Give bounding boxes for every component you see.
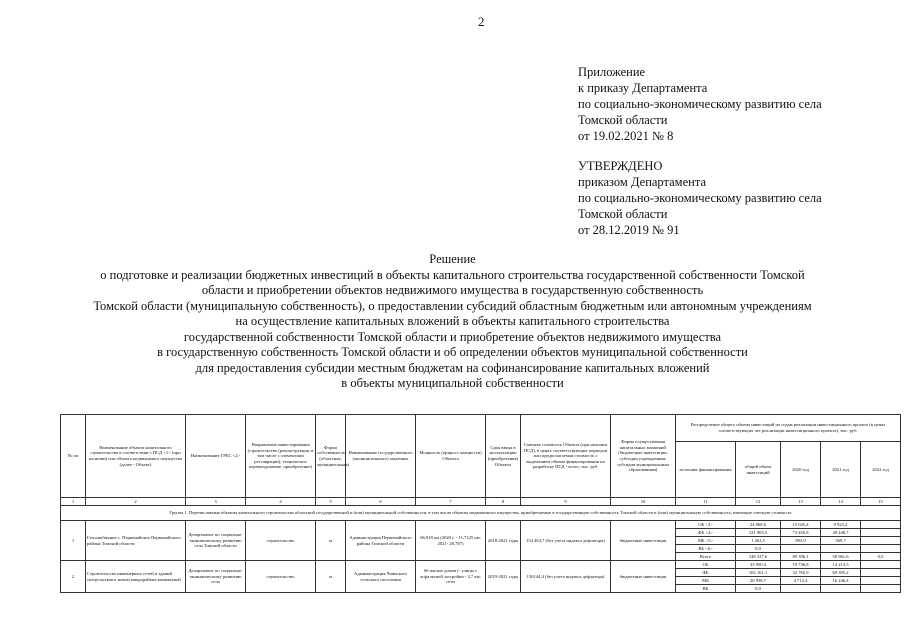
column-number: 13 xyxy=(781,498,821,506)
column-number: 7 xyxy=(416,498,486,506)
heading-line: области и приобретении объектов недвижимого имущества в государственную собственность xyxy=(201,283,704,297)
heading-line: для предоставления субсидии местным бюджетам на софинансирование капитальных вложений xyxy=(195,360,710,375)
fin-2022 xyxy=(861,577,901,585)
column-number: 4 xyxy=(246,498,316,506)
fin-2022 xyxy=(861,521,901,529)
heading-line: в объекты муниципальной собственности xyxy=(341,376,564,390)
fin-2021: 48 448,7 xyxy=(821,529,861,537)
appendix-line: к приказу Департамента xyxy=(578,81,708,95)
header-2020: 2020 год xyxy=(781,442,821,498)
fin-total: 33 950,3 xyxy=(736,561,781,569)
header-2022: 2022 год xyxy=(861,442,901,498)
appendix-line: от 19.02.2021 № 8 xyxy=(578,129,674,143)
row-num: 2 xyxy=(61,561,86,593)
column-number: 14 xyxy=(821,498,861,506)
header-term: Срок ввода в эксплуатацию (приобретения) Объекта xyxy=(486,415,521,498)
fin-2020 xyxy=(781,585,821,593)
header-cost: Сметная стоимость Объекта (при наличии ПСД), в ценах соответствующих периодов или предполагаемая стоимость с выделением объема финансирования на разработку ПСД - всего, тыс. руб. xyxy=(521,415,611,498)
object-form: бюджетные инвестиции xyxy=(611,521,676,561)
fin-total: 102 161,1 xyxy=(736,569,781,577)
header-source: источник финансирования xyxy=(676,442,736,498)
column-number: 9 xyxy=(521,498,611,506)
approved-line: приказом Департамента xyxy=(578,175,706,189)
object-capacity: 66 жилых домов (- улицы с асфальтной застройки - 3,7 км; сети xyxy=(416,561,486,593)
fin-source: ВБ xyxy=(676,585,736,593)
fin-2021 xyxy=(821,585,861,593)
fin-2021: 569,7 xyxy=(821,537,861,545)
header-ownership: Форма собственности (областная, муниципальная) xyxy=(316,415,346,498)
approved-title: УТВЕРЖДЕНО xyxy=(578,159,663,173)
fin-2021 xyxy=(821,545,861,553)
fin-2020: 893,9 xyxy=(781,537,821,545)
header-customer: Наименование государственного (муниципального) заказчика xyxy=(346,415,416,498)
object-customer: Администрация Первомайского района Томской области xyxy=(346,521,416,561)
fin-2021: 9 923,2 xyxy=(821,521,861,529)
fin-total: 1 463,5 xyxy=(736,537,781,545)
heading-line: в государственную собственность Томской области и об определении объектов муниципальной собственности xyxy=(157,345,748,359)
fin-2022 xyxy=(861,561,901,569)
fin-2021: 58 961,6 xyxy=(821,553,861,561)
object-form: бюджетные инвестиции xyxy=(611,561,676,593)
fin-2022 xyxy=(861,537,901,545)
approved-line: по социально-экономическому развитию села xyxy=(578,191,822,205)
header-capacity: Мощность (прирост мощности) Объекта xyxy=(416,415,486,498)
header-name: Наименование объекта капитального строительства в соответствии с ПСД <1> (при наличии) или объекта недвижимого имущества (далее - Объект) xyxy=(86,415,186,498)
fin-2020 xyxy=(781,545,821,553)
heading-line: на осуществление капитальных вложений в объекты капитального строительства xyxy=(235,314,670,328)
appendix-block xyxy=(578,64,822,144)
column-number: 2 xyxy=(86,498,186,506)
fin-source: ВБ <6> xyxy=(676,545,736,553)
column-number: 15 xyxy=(861,498,901,506)
page-number: 2 xyxy=(478,14,485,29)
object-cost: 154 463,7 (без учета индекса дефлятора) xyxy=(521,521,611,561)
object-ownership: м xyxy=(316,561,346,593)
fin-source: МБ xyxy=(676,577,736,585)
appendix-line: по социально-экономическому развитию села xyxy=(578,97,822,111)
fin-source: Всего xyxy=(676,553,736,561)
heading-line: Томской области (муниципальную собственность), о предоставлении субсидий областным бюджетным или автономным учреждениям xyxy=(93,298,812,313)
header-2021: 2021 год xyxy=(821,442,861,498)
fin-total: 0,0 xyxy=(736,545,781,553)
object-direction: строительство xyxy=(246,521,316,561)
object-customer: Администрация Чаинского сельского поселения xyxy=(346,561,416,593)
column-number: 8 xyxy=(486,498,521,506)
appendix-line: Томской области xyxy=(578,113,668,127)
fin-2021: 14 213,5 xyxy=(821,561,861,569)
heading-line: государственной собственности Томской области и приобретение объектов недвижимого имущества xyxy=(183,329,722,344)
document-heading xyxy=(0,252,905,392)
fin-2022 xyxy=(861,545,901,553)
group-title: Группа 1. Перечисляемые объекты капитального строительства областной государственной и (или) муниципальной собственности, в том числе объекты недвижимого имущества, приобретаемые в государственную собственность Томской области и (или) муниципальную собственность, имеющие сметную стоимость xyxy=(61,506,901,521)
fin-source: ОБ xyxy=(676,561,736,569)
fin-2020: 19 736,8 xyxy=(781,561,821,569)
fin-2020: 73 456,8 xyxy=(781,529,821,537)
column-number: 12 xyxy=(736,498,781,506)
approved-line: от 28.12.2019 № 91 xyxy=(578,223,680,237)
column-number: 6 xyxy=(346,498,416,506)
fin-2021: 69 395,2 xyxy=(821,569,861,577)
row-num: 1 xyxy=(61,521,86,561)
header-total: общий объем инвестиций xyxy=(736,442,781,498)
object-name: Газоснабжение с. Первомайское Первомайского района Томской области xyxy=(86,521,186,561)
fin-2022 xyxy=(861,569,901,577)
header-grbs: Наименование ГРБС <2> xyxy=(186,415,246,498)
object-name: Строительство инженерных сетей и зданий спецучастков в новом микрорайоне компактной xyxy=(86,561,186,593)
approved-block xyxy=(578,158,822,238)
appendix-line: Приложение xyxy=(578,65,646,79)
header-num: № пп xyxy=(61,415,86,498)
fin-total: 121 905,5 xyxy=(736,529,781,537)
fin-source: ФБ xyxy=(676,569,736,577)
column-number: 3 xyxy=(186,498,246,506)
object-term: 2018-2021 годы xyxy=(486,521,521,561)
fin-2022 xyxy=(861,585,901,593)
column-number: 1 xyxy=(61,498,86,506)
column-number: 5 xyxy=(316,498,346,506)
fin-2022 xyxy=(861,529,901,537)
fin-2020: 32 765,9 xyxy=(781,569,821,577)
object-grbs: Департамент по социально-экономическому развитию села Томской области xyxy=(186,521,246,561)
heading-title: Решение xyxy=(429,252,476,266)
header-direction: Направление инвестирования (строительство (реконструкция, в том числе с элементами реставрации), техническое перевооружение, приобретение) xyxy=(246,415,316,498)
header-form: Форма осуществления капитальных вложений (бюджетные инвестиции, субсидии учреждениям, субсидии муниципальным образованиям) xyxy=(611,415,676,498)
column-number: 10 xyxy=(611,498,676,506)
heading-line: о подготовке и реализации бюджетных инвестиций в объекты капитального строительства государственной собственности Томской xyxy=(100,267,805,282)
fin-2020: 15 045,4 xyxy=(781,521,821,529)
investment-table xyxy=(60,414,901,593)
fin-2021: 16 246,4 xyxy=(821,577,861,585)
header-distribution: Распределение общего объема инвестиций по годам реализации инвестиционного проекта (в ценах соответствующих лет реализации инвестиционного проекта), тыс. руб. xyxy=(676,415,901,442)
fin-source: МБ <5> xyxy=(676,537,736,545)
object-term: 2019-2021 годы xyxy=(486,561,521,593)
object-capacity: 66,918 км (2020 г. - 11,7125 км; 2021- 28,787) xyxy=(416,521,486,561)
fin-source: ФБ <4> xyxy=(676,529,736,537)
column-number: 11 xyxy=(676,498,736,506)
object-grbs: Департамент по социально-экономическому развитию села xyxy=(186,561,246,593)
fin-2020: 89 396,1 xyxy=(781,553,821,561)
object-cost: 156144,4 (без учета индекса дефлятора) xyxy=(521,561,611,593)
fin-2020: 4 712,4 xyxy=(781,577,821,585)
object-direction: строительство xyxy=(246,561,316,593)
fin-source: ОБ <3> xyxy=(676,521,736,529)
fin-total: 24 968,6 xyxy=(736,521,781,529)
fin-total: 20 958,7 xyxy=(736,577,781,585)
approved-line: Томской области xyxy=(578,207,668,221)
object-ownership: м xyxy=(316,521,346,561)
fin-2022: 0,0 xyxy=(861,553,901,561)
fin-total: 148 337,6 xyxy=(736,553,781,561)
fin-total: 0,0 xyxy=(736,585,781,593)
